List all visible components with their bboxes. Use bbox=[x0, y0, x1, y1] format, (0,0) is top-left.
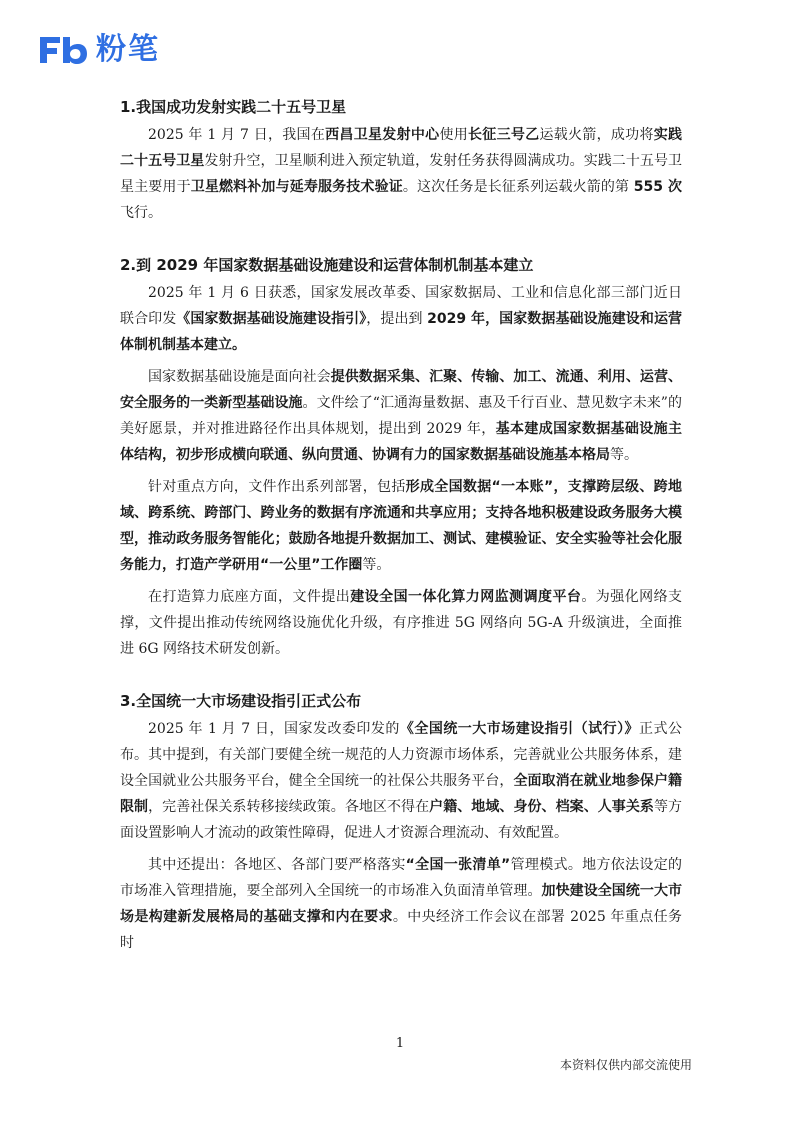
text-run: 其中还提出：各地区、各部门要严格落实 bbox=[148, 857, 406, 873]
bold-text: 全面取消在就业地参保户籍限制 bbox=[120, 773, 683, 815]
paragraph bbox=[120, 852, 682, 956]
bold-text: 实践二十五号卫星 bbox=[120, 127, 683, 169]
text-run: 发射升空，卫星顺利进入预定轨道，发射任务获得圆满成功。实践二十五号卫星主要用于 bbox=[120, 153, 683, 195]
bold-text: 基本建成国家数据基础设施主体结构，初步形成横向联通、纵向贯通、协调有力的国家数据基础设施基本格局 bbox=[120, 421, 683, 463]
footer-note: 本资料仅供内部交流使用 bbox=[559, 1058, 692, 1072]
text-run: ，完善社保关系转移接续政策。各地区不得在 bbox=[148, 799, 430, 815]
news-section bbox=[120, 690, 682, 956]
fb-logo-icon bbox=[38, 34, 88, 66]
bold-text: 户籍、地域、身份、档案、人事关系 bbox=[429, 799, 654, 815]
brand-name: 粉笔 bbox=[96, 32, 160, 67]
paragraph bbox=[120, 364, 682, 468]
text-run: 国家数据基础设施是面向社会 bbox=[148, 369, 331, 385]
paragraph bbox=[120, 122, 682, 226]
bold-text: 提供数据采集、汇聚、传输、加工、流通、利用、运营、安全服务的一类新型基础设施 bbox=[120, 369, 682, 411]
text-run: 使用 bbox=[439, 127, 469, 143]
text-run: 等方面设置影响人才流动的政策性障碍，促进人才资源合理流动、有效配置。 bbox=[120, 799, 683, 841]
bold-text: 形成全国数据“一本账”，支撑跨层级、跨地域、跨系统、跨部门、跨业务的数据有序流通和共享应用；支持各地积极建设政务服务大模型，推动政务服务智能化；鼓励各地提升数据加工、测试、建模验证、安全实验等社会化服务能力，打造产学研用“一公里”工作圈 bbox=[120, 479, 682, 573]
paragraph bbox=[120, 280, 682, 358]
text-run: 飞行。 bbox=[120, 205, 162, 221]
text-run: 。为强化网络支撑，文件提出推动传统网络设施优化升级，有序推进 5G 网络向 5G-A 升级演进，全面推进 6G 网络技术研发创新。 bbox=[120, 589, 683, 657]
bold-text: 加快建设全国统一大市场是构建新发展格局的基础支撑和内在要求 bbox=[120, 883, 683, 925]
bold-text: “全国一张清单” bbox=[405, 857, 511, 873]
text-run: 管理模式。地方依法设定的市场准入管理措施，要全部列入全国统一的市场准入负面清单管理。 bbox=[120, 857, 683, 899]
bold-text: 《全国统一大市场建设指引（试行）》 bbox=[399, 721, 640, 737]
bold-text: 《国家数据基础设施建设指引》 bbox=[176, 311, 367, 327]
bold-text: 建设全国一体化算力网监测调度平台 bbox=[350, 589, 582, 605]
bold-text: 西昌卫星发射中心 bbox=[325, 127, 440, 143]
paragraph bbox=[120, 584, 682, 662]
text-run: 运载火箭，成功将 bbox=[539, 127, 654, 143]
text-run: 正式公布。其中提到，有关部门要健全统一规范的人力资源市场体系，完善就业公共服务体系，建设全国就业公共服务平台，健全全国统一的社保公共服务平台， bbox=[120, 721, 683, 789]
page-number: 1 bbox=[395, 1036, 405, 1051]
text-run: 针对重点方向，文件作出系列部署，包括 bbox=[148, 479, 406, 495]
bold-text: 2029 年，国家数据基础设施建设和运营体制机制基本建立。 bbox=[120, 311, 683, 353]
document-body bbox=[120, 96, 682, 984]
text-run: 2025 年 1 月 6 日获悉，国家发展改革委、国家数据局、工业和信息化部三部门近日联合印发 bbox=[120, 285, 682, 327]
bold-text: 555 次 bbox=[633, 179, 683, 195]
paragraph bbox=[120, 474, 682, 578]
text-run: 。文件绘了“汇通海量数据、惠及千行百业、慧见数字未来”的美好愿景，并对推进路径作出具体规划，提出到 2029 年， bbox=[120, 395, 682, 437]
text-run: 2025 年 1 月 7 日，我国在 bbox=[148, 127, 326, 143]
text-run: 。这次任务是长征系列运载火箭的第 bbox=[402, 179, 634, 195]
text-run: ，提出到 bbox=[366, 311, 428, 327]
bold-text: 卫星燃料补加与延寿服务技术验证 bbox=[190, 179, 403, 195]
text-run: 等。 bbox=[362, 557, 391, 573]
text-run: 在打造算力底座方面，文件提出 bbox=[148, 589, 351, 605]
paragraph bbox=[120, 716, 682, 846]
news-section bbox=[120, 254, 682, 662]
section-title: 2.到 2029 年国家数据基础设施建设和运营体制机制基本建立 bbox=[120, 256, 534, 274]
bold-text: 长征三号乙 bbox=[468, 127, 540, 143]
brand-logo bbox=[38, 30, 160, 70]
text-run: 等。 bbox=[610, 447, 638, 463]
text-run: 。中央经济工作会议在部署 2025 年重点任务时 bbox=[120, 909, 683, 951]
news-section bbox=[120, 96, 682, 226]
section-title: 3.全国统一大市场建设指引正式公布 bbox=[120, 692, 362, 710]
text-run: 2025 年 1 月 7 日，国家发改委印发的 bbox=[148, 721, 400, 737]
section-title: 1.我国成功发射实践二十五号卫星 bbox=[120, 98, 347, 116]
